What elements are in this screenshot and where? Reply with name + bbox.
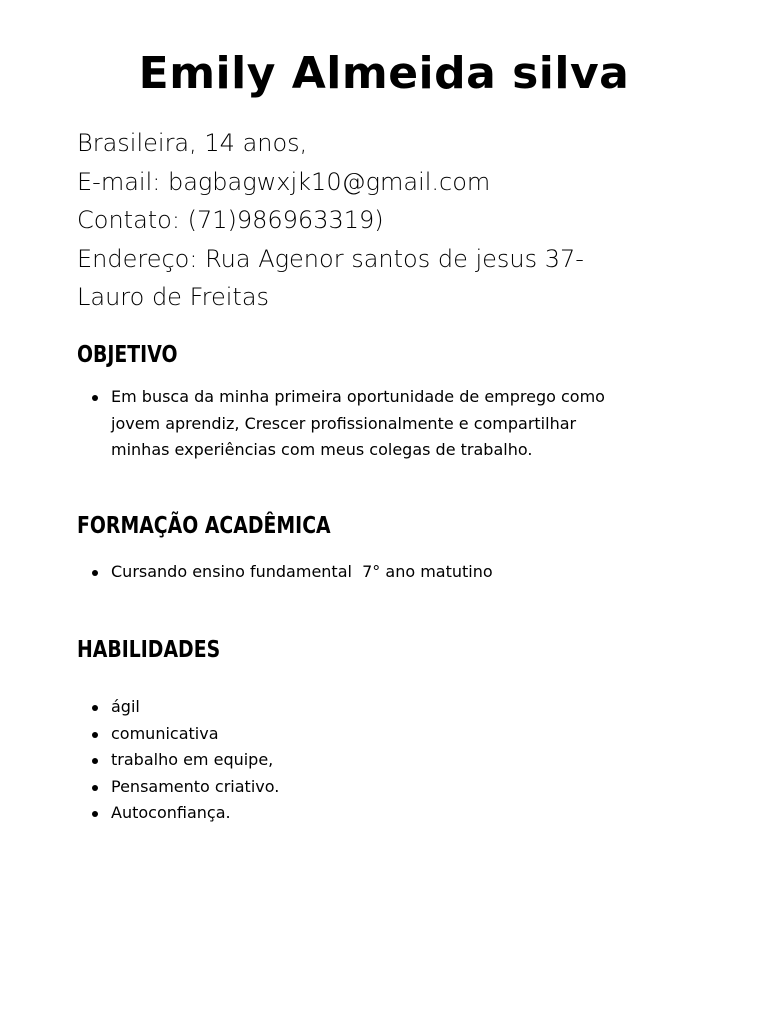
skills-heading: HABILIDADES (77, 637, 221, 663)
email-line: E-mail: bagbagwxjk10@gmail.com (77, 167, 491, 196)
list-item: Cursando ensino fundamental 7° ano matutino (92, 559, 652, 586)
list-item: Em busca da minha primeira oportunidade de emprego como jovem aprendiz, Crescer profissionalmente e compartilhar minhas experiências com meus colegas de trabalho. (92, 384, 612, 464)
candidate-name: Emily Almeida silva (138, 48, 630, 99)
nationality-age: Brasileira, 14 anos, (77, 129, 308, 157)
objective-list (92, 384, 612, 464)
education-list (92, 559, 652, 586)
address-line: Endereço: Rua Agenor santos de jesus 37- (77, 244, 584, 273)
list-item: trabalho em equipe, (92, 747, 392, 774)
address-city: Lauro de Freitas (77, 283, 270, 311)
skills-list (92, 694, 392, 827)
education-heading: FORMAÇÃO ACADÊMICA (77, 513, 331, 539)
list-item: ágil (92, 694, 392, 721)
list-item: Pensamento criativo. (92, 774, 392, 801)
objective-heading: OBJETIVO (77, 342, 178, 368)
contact-info (77, 124, 717, 317)
phone-line: Contato: (71)986963319) (77, 206, 384, 234)
list-item: comunicativa (92, 721, 392, 748)
list-item: Autoconfiança. (92, 800, 392, 827)
